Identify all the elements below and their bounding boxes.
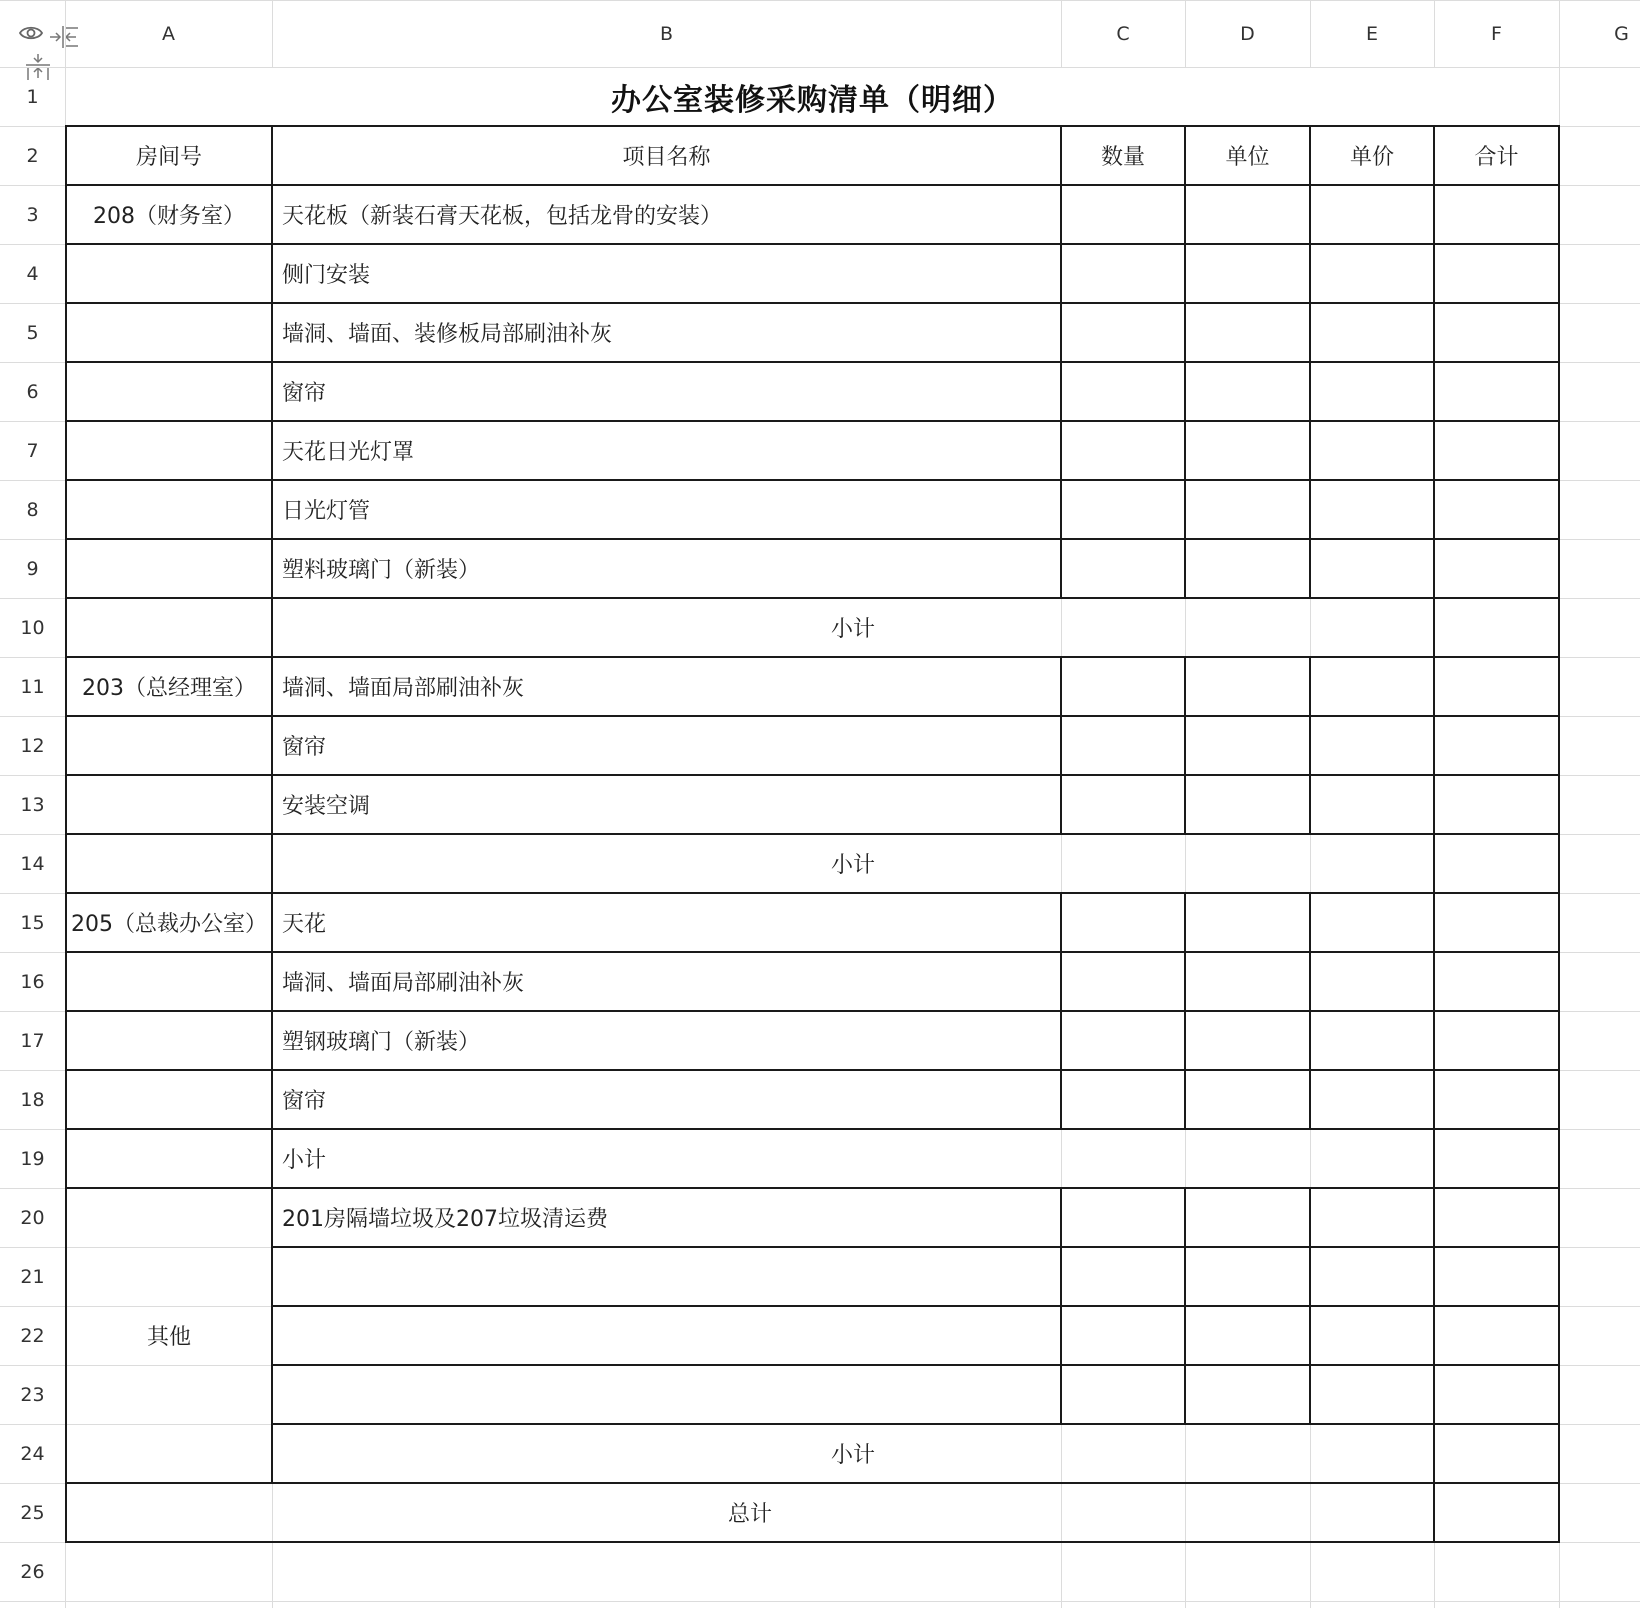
item-cell[interactable]: 塑钢玻璃门（新装） (282, 1030, 481, 1055)
item-cell[interactable]: 墙洞、墙面局部刷油补灰 (282, 971, 525, 996)
header-total[interactable]: 合计 (1474, 145, 1519, 170)
sheet-title: 办公室装修采购清单（明细） (611, 83, 1014, 118)
table-border (65, 1541, 1560, 1543)
table-border (1184, 892, 1186, 1129)
table-border (1184, 656, 1186, 834)
header-unit[interactable]: 单位 (1225, 145, 1270, 170)
row-header[interactable]: 21 (20, 1265, 45, 1288)
row-header[interactable]: 5 (26, 321, 39, 344)
column-header-e[interactable]: E (1365, 22, 1378, 45)
table-border (1184, 125, 1186, 598)
subtotal-label[interactable]: 小计 (282, 1148, 327, 1173)
table-border (1060, 892, 1062, 1129)
item-cell[interactable]: 天花板（新装石膏天花板，包括龙骨的安装） (282, 204, 723, 229)
subtotal-label[interactable]: 小计 (830, 617, 875, 642)
row-header[interactable]: 19 (20, 1147, 45, 1170)
row-header[interactable]: 20 (20, 1206, 45, 1229)
gridline (0, 1601, 1640, 1602)
row-header[interactable]: 6 (26, 380, 39, 403)
table-border (1309, 656, 1311, 834)
table-border (1433, 125, 1435, 1543)
row-header[interactable]: 24 (20, 1442, 45, 1465)
table-border (272, 1246, 1560, 1248)
row-header[interactable]: 2 (26, 144, 39, 167)
room-other[interactable]: 其他 (146, 1325, 191, 1350)
eye-icon[interactable] (18, 22, 44, 44)
table-border (1184, 1187, 1186, 1424)
item-cell[interactable]: 201房隔墙垃圾及207垃圾清运费 (282, 1207, 608, 1232)
table-border (1309, 1187, 1311, 1424)
column-header-f[interactable]: F (1491, 22, 1502, 45)
header-quantity[interactable]: 数量 (1100, 145, 1145, 170)
row-header[interactable]: 7 (26, 439, 39, 462)
row-header[interactable]: 13 (20, 793, 45, 816)
row-header[interactable]: 15 (20, 911, 45, 934)
row-header[interactable]: 9 (26, 557, 39, 580)
header-item-name[interactable]: 项目名称 (622, 145, 711, 170)
table-border (1060, 656, 1062, 834)
item-cell[interactable]: 窗帘 (282, 1089, 327, 1114)
room-208[interactable]: 208（财务室） (93, 204, 245, 229)
table-border (1060, 1187, 1062, 1424)
column-header-c[interactable]: C (1116, 22, 1130, 45)
column-header-a[interactable]: A (162, 22, 175, 45)
table-border (1309, 892, 1311, 1129)
row-header[interactable]: 12 (20, 734, 45, 757)
row-header[interactable]: 10 (20, 616, 45, 639)
item-cell[interactable]: 窗帘 (282, 381, 327, 406)
row-header[interactable]: 22 (20, 1324, 45, 1347)
item-cell[interactable]: 窗帘 (282, 735, 327, 760)
column-header-d[interactable]: D (1240, 22, 1255, 45)
table-border (1558, 125, 1560, 1543)
item-cell[interactable]: 安装空调 (282, 794, 371, 819)
table-border (272, 1364, 1560, 1366)
row-header[interactable]: 14 (20, 852, 45, 875)
gridline (0, 0, 1640, 1)
item-cell[interactable]: 天花日光灯罩 (282, 440, 415, 465)
row-header[interactable]: 23 (20, 1383, 45, 1406)
row-header[interactable]: 18 (20, 1088, 45, 1111)
row-header[interactable]: 1 (26, 85, 39, 108)
row-header[interactable]: 16 (20, 970, 45, 993)
subtotal-label[interactable]: 小计 (830, 1443, 875, 1468)
room-203[interactable]: 203（总经理室） (82, 676, 256, 701)
column-header-b[interactable]: B (659, 22, 674, 45)
table-border (272, 1305, 1560, 1307)
column-header-g[interactable]: G (1614, 22, 1629, 45)
item-cell[interactable]: 侧门安装 (282, 263, 371, 288)
header-room-number[interactable]: 房间号 (135, 145, 202, 170)
table-border (1060, 125, 1062, 598)
item-cell[interactable]: 日光灯管 (282, 499, 371, 524)
row-header[interactable]: 3 (26, 203, 39, 226)
table-border (1309, 125, 1311, 598)
item-cell[interactable]: 塑料玻璃门（新装） (282, 558, 481, 583)
subtotal-label[interactable]: 小计 (830, 853, 875, 878)
item-cell[interactable]: 天花 (282, 912, 327, 937)
row-header[interactable]: 26 (20, 1560, 45, 1583)
row-header[interactable]: 17 (20, 1029, 45, 1052)
grand-total-label[interactable]: 总计 (727, 1502, 772, 1527)
row-header[interactable]: 4 (26, 262, 39, 285)
row-header[interactable]: 11 (20, 675, 45, 698)
header-unit-price[interactable]: 单价 (1349, 145, 1394, 170)
item-cell[interactable]: 墙洞、墙面、装修板局部刷油补灰 (282, 322, 613, 347)
row-header[interactable]: 25 (20, 1501, 45, 1524)
item-cell[interactable]: 墙洞、墙面局部刷油补灰 (282, 676, 525, 701)
row-header[interactable]: 8 (26, 498, 39, 521)
room-205[interactable]: 205（总裁办公室） (71, 912, 267, 937)
